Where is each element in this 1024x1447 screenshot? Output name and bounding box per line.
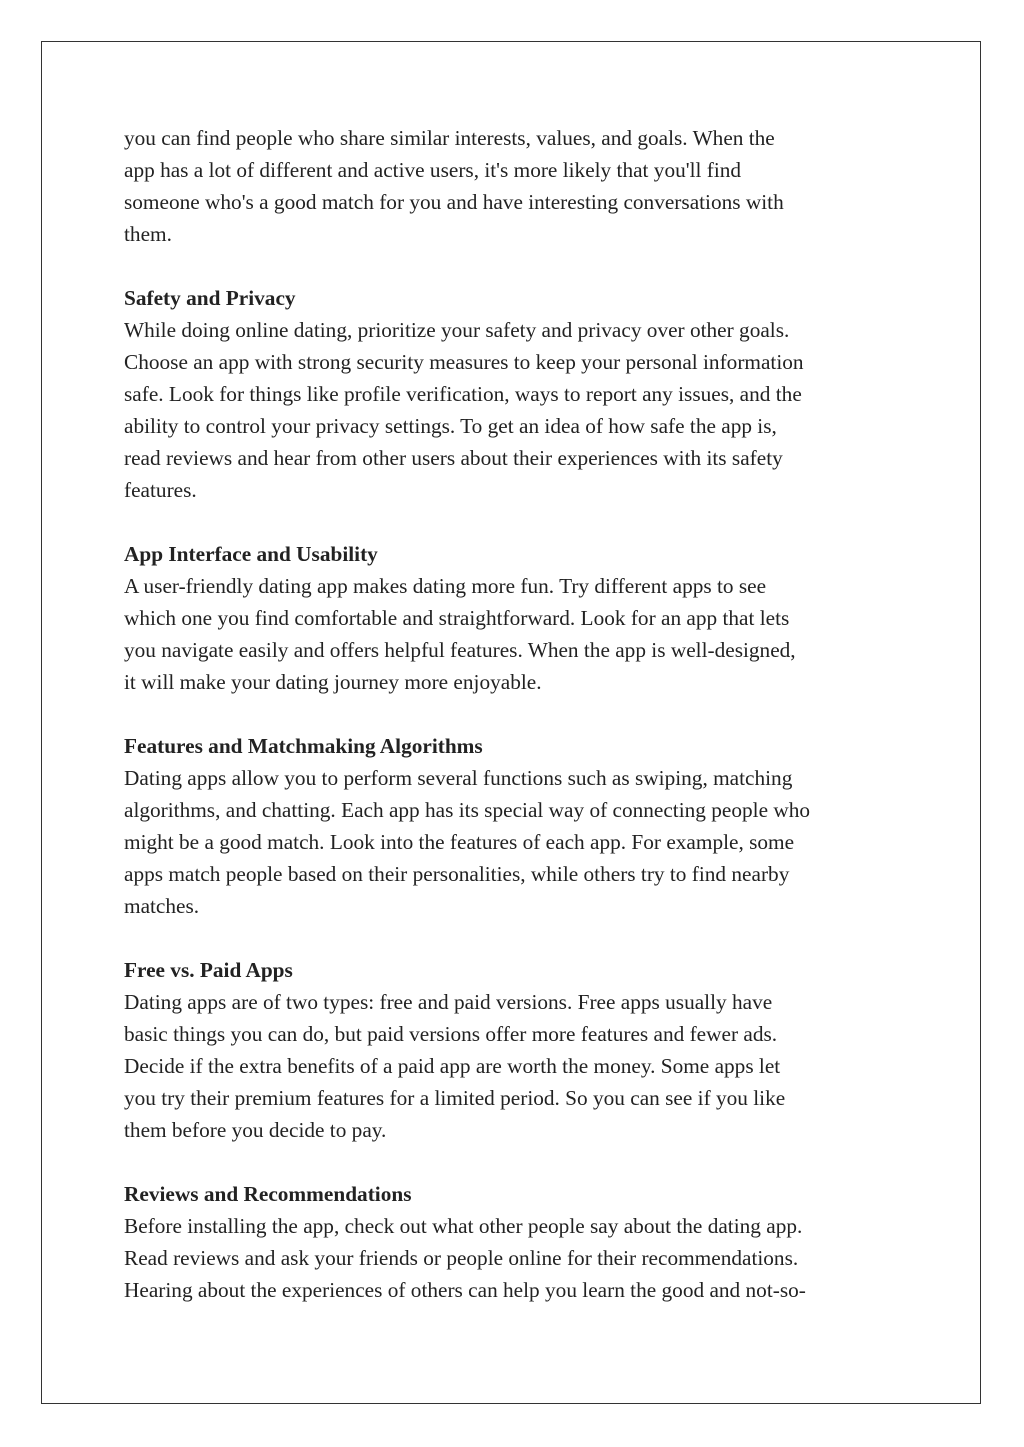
section-reviews-recommendations — [124, 1178, 914, 1306]
section-features-matchmaking — [124, 730, 914, 922]
section-safety-and-privacy — [124, 282, 914, 506]
paragraph-line: A user-friendly dating app makes dating more fun. Try different apps to see — [124, 574, 767, 598]
paragraph-line: someone who's a good match for you and have interesting conversations with — [124, 190, 784, 214]
paragraph-line: apps match people based on their personalities, while others try to find nearby — [124, 862, 790, 886]
paragraph-line: might be a good match. Look into the features of each app. For example, some — [124, 830, 795, 854]
paragraph-line: While doing online dating, prioritize your safety and privacy over other goals. — [124, 318, 790, 342]
section-heading: Safety and Privacy — [124, 286, 296, 310]
paragraph-line: matches. — [124, 894, 200, 918]
paragraph-line: read reviews and hear from other users about their experiences with its safety — [124, 446, 783, 470]
section-app-interface — [124, 538, 914, 698]
paragraph-line: Dating apps are of two types: free and paid versions. Free apps usually have — [124, 990, 773, 1014]
paragraph-line: which one you find comfortable and straightforward. Look for an app that lets — [124, 606, 790, 630]
paragraph-line: features. — [124, 478, 197, 502]
paragraph-line: Decide if the extra benefits of a paid app are worth the money. Some apps let — [124, 1054, 781, 1078]
intro-paragraph — [124, 122, 914, 250]
paragraph-line: algorithms, and chatting. Each app has its special way of connecting people who — [124, 798, 811, 822]
section-heading: Free vs. Paid Apps — [124, 958, 293, 982]
paragraph-line: app has a lot of different and active users, it's more likely that you'll find — [124, 158, 742, 182]
paragraph-line: you try their premium features for a limited period. So you can see if you like — [124, 1086, 786, 1110]
section-heading: Features and Matchmaking Algorithms — [124, 734, 483, 758]
paragraph-line: Choose an app with strong security measures to keep your personal information — [124, 350, 804, 374]
paragraph-line: them before you decide to pay. — [124, 1118, 387, 1142]
paragraph-line: them. — [124, 222, 172, 246]
paragraph-line: safe. Look for things like profile verification, ways to report any issues, and the — [124, 382, 802, 406]
paragraph-line: Before installing the app, check out what other people say about the dating app. — [124, 1214, 803, 1238]
section-free-vs-paid — [124, 954, 914, 1146]
paragraph-line: Read reviews and ask your friends or people online for their recommendations. — [124, 1246, 799, 1270]
paragraph-line: Dating apps allow you to perform several functions such as swiping, matching — [124, 766, 793, 790]
paragraph-line: Hearing about the experiences of others can help you learn the good and not-so- — [124, 1278, 806, 1302]
section-heading: Reviews and Recommendations — [124, 1182, 412, 1206]
paragraph-line: you navigate easily and offers helpful features. When the app is well-designed, — [124, 638, 796, 662]
paragraph-line: basic things you can do, but paid versions offer more features and fewer ads. — [124, 1022, 778, 1046]
document-body — [124, 122, 914, 1306]
paragraph-line: ability to control your privacy settings. To get an idea of how safe the app is, — [124, 414, 777, 438]
paragraph-line: you can find people who share similar interests, values, and goals. When the — [124, 126, 775, 150]
paragraph-line: it will make your dating journey more enjoyable. — [124, 670, 542, 694]
section-heading: App Interface and Usability — [124, 542, 378, 566]
